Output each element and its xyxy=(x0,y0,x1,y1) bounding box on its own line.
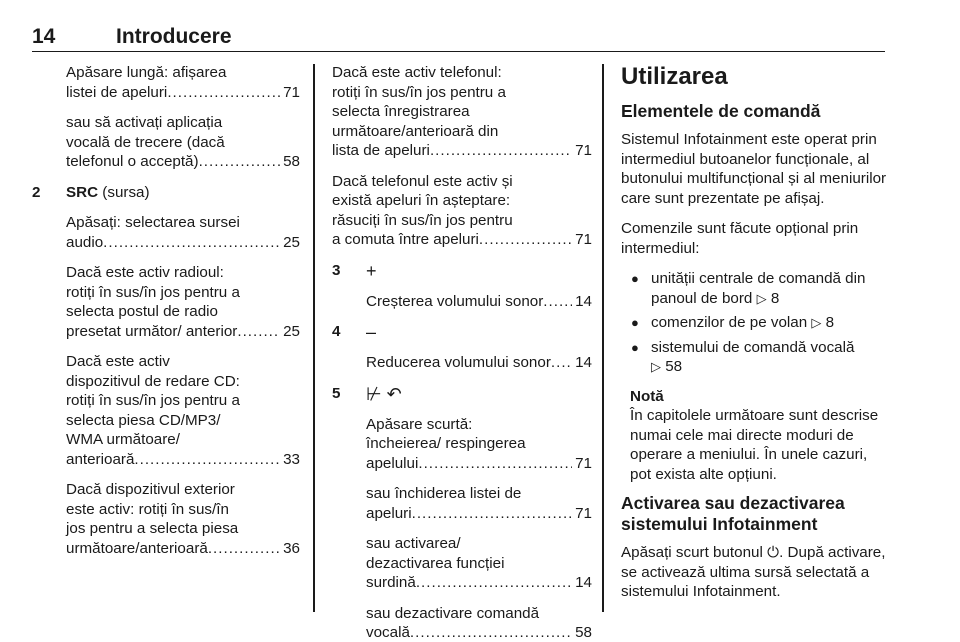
subsection-title: Elementele de comandă xyxy=(621,101,821,121)
page-ref[interactable]: 36 xyxy=(283,539,300,557)
page-ref[interactable]: 14 xyxy=(575,292,592,310)
paragraph: Apăsați scurt butonul ⏻. După activare, se activează ultima sursă selectată a sistemului Infotainment. xyxy=(621,544,886,600)
page-ref[interactable]: 14 xyxy=(575,574,592,591)
subsection-title: Activarea sau dezactivarea sistemului Infotainment xyxy=(621,493,845,534)
toc-line: a comuta între apeluri ..... 71 xyxy=(332,230,592,250)
toc-line: telefonul o acceptă) ..... 58 xyxy=(66,152,300,172)
page-ref[interactable]: 25 xyxy=(283,233,300,251)
page-ref-arrow-icon: ▷ xyxy=(756,290,767,306)
page-ref[interactable]: 58 xyxy=(575,624,592,641)
list-item: ● comenzilor de pe volan ▷ 8 xyxy=(621,313,891,333)
column-divider-2 xyxy=(602,64,604,612)
page-header xyxy=(32,26,885,52)
entry-number: 2 xyxy=(32,183,41,201)
minus-icon: – xyxy=(366,322,377,342)
page-ref[interactable]: 58 xyxy=(283,153,300,170)
paragraph: Dacă dispozitivul exterior este activ: rotiți în sus/în jos pentru a selecta piesa următoare/anterioară ..... 36 xyxy=(66,480,300,558)
toc-line: Creșterea volumului sonor ..... 14 xyxy=(366,292,592,312)
column-divider-1 xyxy=(313,64,315,612)
paragraph: Apăsați: selectarea sursei audio ..... 25 xyxy=(66,213,300,252)
mute-hangup-icon: ⊬ ↶ xyxy=(366,383,402,404)
note-title: Notă xyxy=(630,387,664,405)
toc-line: anterioară ..... 33 xyxy=(66,450,300,470)
page-ref[interactable]: 8 xyxy=(770,289,780,307)
page-ref[interactable]: 71 xyxy=(575,454,592,472)
page-ref[interactable]: 71 xyxy=(575,231,592,248)
paragraph: Dacă este activ dispozitivul de redare CD: rotiți în sus/în jos pentru a selecta piesa CD/MP3/ WMA următoare/ anterioară ..... 33 xyxy=(66,352,300,469)
page-ref[interactable]: 71 xyxy=(283,83,300,101)
toc-line: vocală ..... 58 xyxy=(366,623,592,642)
entry-2 xyxy=(32,183,300,559)
paragraph: Apăsare scurtă: încheierea/ respingerea apelului ..... 71 xyxy=(366,415,592,474)
plus-icon: + xyxy=(366,260,377,281)
page-ref-arrow-icon: ▷ xyxy=(811,315,822,330)
note-text: În capitolele următoare sunt descrise numai cele mai directe moduri de operare a meniului. În unele cazuri, pot exista alte opțiuni. xyxy=(630,407,879,483)
entry-heading: SRC (sursa) xyxy=(66,183,150,201)
toc-line: apelului ..... 71 xyxy=(366,454,592,474)
entry-number: 3 xyxy=(332,261,341,279)
toc-line: surdină ..... 14 xyxy=(366,573,592,593)
paragraph: sau să activați aplicația vocală de trecere (dacă telefonul o acceptă) ..... 58 xyxy=(66,113,300,172)
toc-line: lista de apeluri ..... 71 xyxy=(332,141,592,161)
entry-1-continued xyxy=(32,63,300,172)
paragraph: Dacă telefonul este activ și există apeluri în așteptare: răsuciți în sus/în jos pentru a comuta între apeluri ..... 71 xyxy=(332,172,592,250)
entry-number: 5 xyxy=(332,384,341,402)
column-3 xyxy=(621,63,891,613)
paragraph: Dacă este activ telefonul: rotiți în sus/în jos pentru a selecta înregistrarea următoare/anterioară din lista de apeluri ..... 71 xyxy=(332,63,592,161)
page-ref[interactable]: 58 xyxy=(665,358,683,375)
paragraph: sau activarea/ dezactivarea funcției surdină ..... 14 xyxy=(366,534,592,593)
page-number: 14 xyxy=(32,25,56,48)
power-icon: ⏻ xyxy=(767,544,780,561)
note-box xyxy=(621,387,891,485)
list-item: ● unității centrale de comandă din panoul de bord ▷ 8 xyxy=(621,269,891,308)
toc-line: presetat următor/ anterior ..... 25 xyxy=(66,322,300,342)
entry-number: 4 xyxy=(332,323,341,340)
page-ref[interactable]: 71 xyxy=(575,504,592,522)
section-title: Utilizarea xyxy=(621,63,728,90)
entry-3 xyxy=(332,261,592,312)
page-ref[interactable]: 71 xyxy=(575,142,592,159)
toc-line: audio ..... 25 xyxy=(66,233,300,253)
paragraph: sau închiderea listei de apeluri ..... 71 xyxy=(366,484,592,523)
paragraph: Dacă este activ radioul: rotiți în sus/în jos pentru a selecta postul de radio presetat următor/ anterior ..... 25 xyxy=(66,263,300,341)
page-ref[interactable]: 25 xyxy=(283,322,300,340)
column-2 xyxy=(332,63,592,642)
paragraph: Sistemul Infotainment este operat prin intermediul butoanelor funcționale, al butonului multifuncțional și al meniurilor care sunt prezentate pe afișaj. xyxy=(621,131,887,207)
toc-line: următoare/anterioară ..... 36 xyxy=(66,539,300,559)
page-title: Introducere xyxy=(116,25,232,48)
paragraph: Apăsare lungă: afișarea listei de apeluri ..... 71 xyxy=(66,63,300,102)
entry-5 xyxy=(332,384,592,642)
page-ref[interactable]: 14 xyxy=(575,354,592,371)
column-1 xyxy=(32,63,300,569)
toc-line: listei de apeluri ..... 71 xyxy=(66,83,300,103)
page-ref[interactable]: 8 xyxy=(825,314,835,331)
entry-4 xyxy=(332,322,592,373)
toc-line: Reducerea volumului sonor ..... 14 xyxy=(366,353,592,373)
paragraph: sau dezactivare comandă vocală ..... 58 xyxy=(366,604,592,642)
page-ref[interactable]: 33 xyxy=(283,450,300,468)
page-ref-arrow-icon: ▷ xyxy=(651,359,661,374)
bullet-list xyxy=(621,269,891,377)
toc-line: apeluri ..... 71 xyxy=(366,504,592,524)
paragraph: Comenzile sunt făcute opțional prin intermediul: xyxy=(621,220,859,257)
list-item: ● sistemului de comandă vocală ▷ 58 xyxy=(621,338,891,377)
